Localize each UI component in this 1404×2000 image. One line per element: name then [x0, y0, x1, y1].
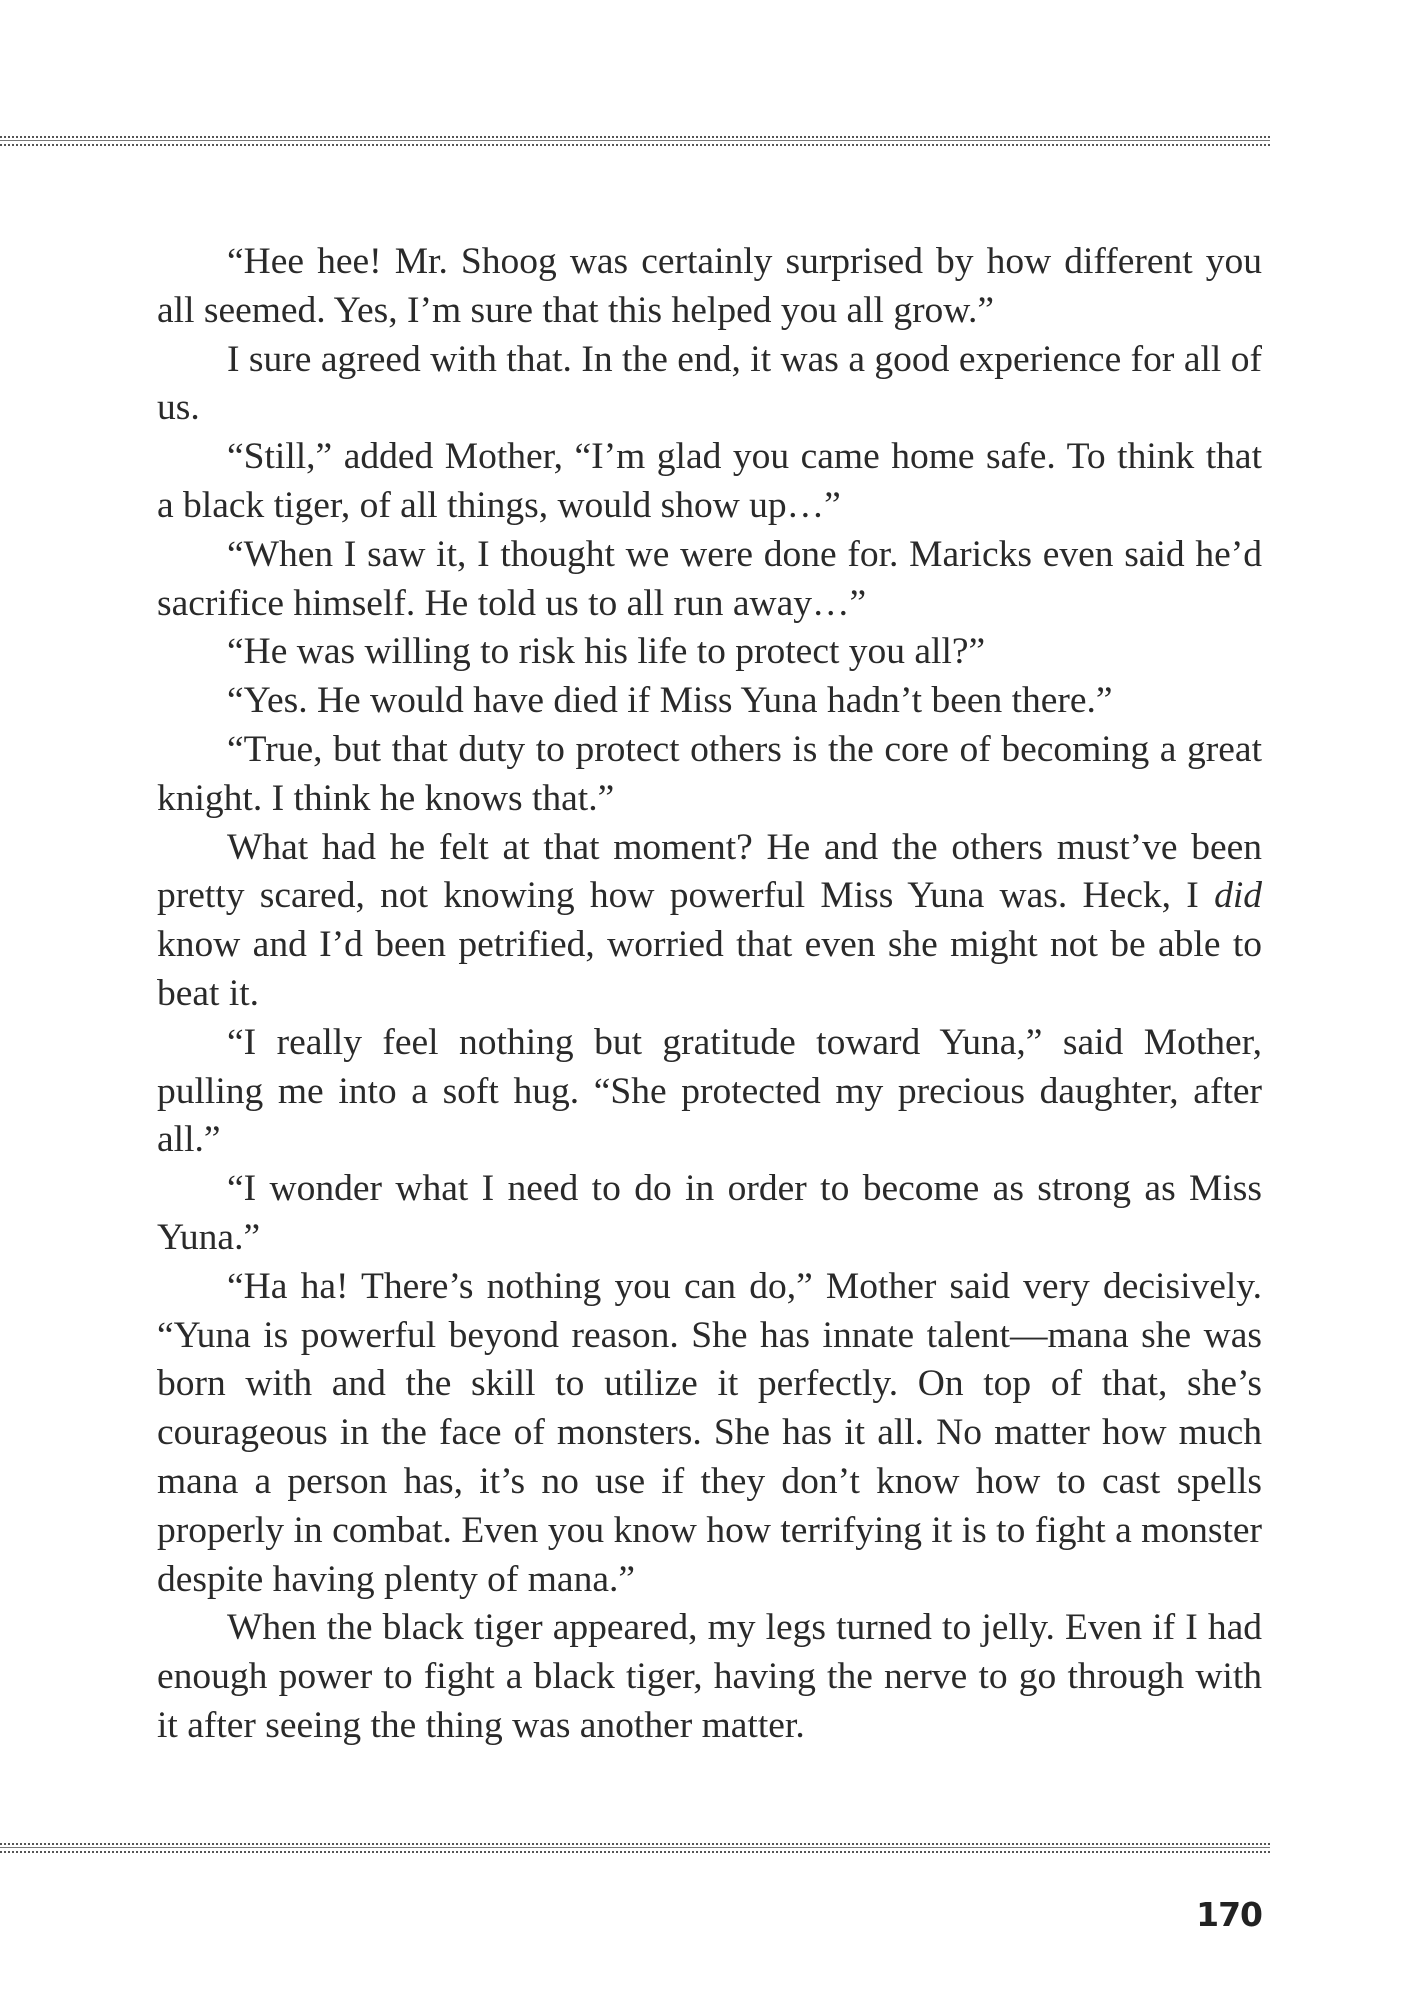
paragraph: “Yes. He would have died if Miss Yuna hadn’t been there.” — [227, 680, 1113, 722]
paragraph: “I really feel nothing but gratitude toward Yuna,” said Mother, pulling me into a soft hug. “She protected my precious daughter, after all.” — [157, 1021, 1262, 1161]
header-divider — [0, 136, 1270, 148]
paragraph: I sure agreed with that. In the end, it was a good experience for all of us. — [157, 338, 1262, 429]
page-number: 170 — [1196, 1895, 1262, 1934]
emphasis-text: did — [1214, 875, 1262, 917]
paragraph: “He was willing to risk his life to protect you all?” — [227, 631, 986, 673]
paragraph-text: know and I’d been petrified, worried that even she might not be able to beat it. — [157, 924, 1262, 1014]
paragraph: When the black tiger appeared, my legs turned to jelly. Even if I had enough power to fight a black tiger, having the nerve to go through with it after seeing the thing was another matter. — [157, 1607, 1262, 1746]
body-text — [157, 238, 1262, 1751]
paragraph: “Still,” added Mother, “I’m glad you came home safe. To think that a black tiger, of all things, would show up…” — [157, 436, 1262, 526]
paragraph: “True, but that duty to protect others is the core of becoming a great knight. I think he knows that.” — [157, 728, 1262, 819]
paragraph: “Hee hee! Mr. Shoog was certainly surprised by how different you all seemed. Yes, I’m sure that this helped you all grow.” — [157, 241, 1262, 331]
paragraph: “Ha ha! There’s nothing you can do,” Mother said very decisively. “Yuna is powerful beyond reason. She has innate talent—mana she was born with and the skill to utilize it perfectly. On top of that, she’s courageous in the face of monsters. She has it all. No matter how much mana a person has, it’s no use if they don’t know how to cast spells properly in combat. Even you know how terrifying it is to fight a monster despite having plenty of mana.” — [157, 1265, 1262, 1600]
paragraph: “When I saw it, I thought we were done for. Maricks even said he’d sacrifice himself. He told us to all run away…” — [157, 533, 1262, 624]
paragraph-text: What had he felt at that moment? He and the others must’ve been pretty scared, not knowing how powerful Miss Yuna was. Heck, I — [157, 826, 1262, 917]
paragraph: “I wonder what I need to do in order to become as strong as Miss Yuna.” — [157, 1168, 1262, 1258]
paragraph — [157, 824, 1262, 1019]
footer-divider — [0, 1843, 1270, 1855]
